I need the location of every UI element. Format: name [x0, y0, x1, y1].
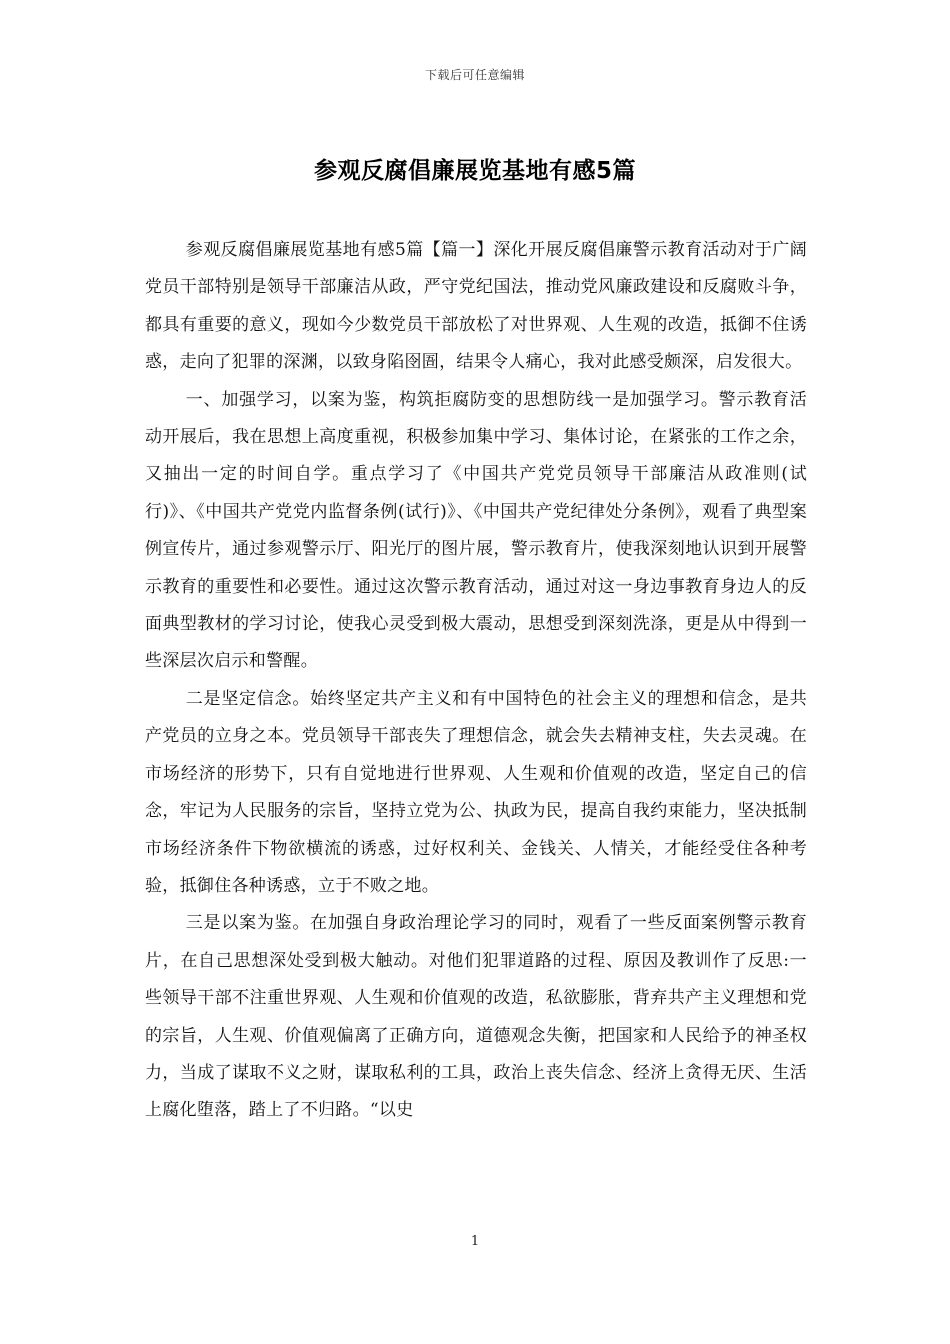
paragraph: 参观反腐倡廉展览基地有感5篇【篇一】深化开展反腐倡廉警示教育活动对于广阔党员干部特别是领导干部廉洁从政，严守党纪国法，推动党风廉政建设和反腐败斗争，都具有重要的意义，现如今少数党员干部放松了对世界观、人生观的改造，抵御不住诱惑，走向了犯罪的深渊，以致身陷囹圄，结果令人痛心，我对此感受颇深，启发很大。 — [145, 240, 807, 373]
page-number: 1 — [470, 1234, 480, 1249]
header-note: 下载后可任意编辑 — [424, 68, 525, 82]
document-body — [145, 232, 807, 1130]
paragraph: 一、加强学习，以案为鉴，构筑拒腐防变的思想防线一是加强学习。警示教育活动开展后，我在思想上高度重视，积极参加集中学习、集体讨论，在紧张的工作之余，又抽出一定的时间自学。重点学习了《中国共产党党员领导干部廉洁从政准则(试行)》、《中国共产党党内监督条例(试行)》、《中国共产党纪律处分条例》，观看了典型案例宣传片，通过参观警示厅、阳光厅的图片展，警示教育片，使我深刻地认识到开展警示教育的重要性和必要性。通过这次警示教育活动，通过对这一身边事教育身边人的反面典型教材的学习讨论，使我心灵受到极大震动，思想受到深刻洗涤，更是从中得到一些深层次启示和警醒。 — [145, 389, 807, 672]
paragraph: 二是坚定信念。始终坚定共产主义和有中国特色的社会主义的理想和信念，是共产党员的立身之本。党员领导干部丧失了理想信念，就会失去精神支柱，失去灵魂。在市场经济的形势下，只有自觉地进行世界观、人生观和价值观的改造，坚定自己的信念，牢记为人民服务的宗旨，坚持立党为公、执政为民，提高自我约束能力，坚决抵制市场经济条件下物欲横流的诱惑，过好权利关、金钱关、人情关，才能经受住各种考验，抵御住各种诱惑，立于不败之地。 — [145, 688, 807, 896]
document-title: 参观反腐倡廉展览基地有感5篇 — [313, 158, 636, 184]
paragraph: 三是以案为鉴。在加强自身政治理论学习的同时，观看了一些反面案例警示教育片，在自己思想深处受到极大触动。对他们犯罪道路的过程、原因及教训作了反思:一些领导干部不注重世界观、人生观和价值观的改造，私欲膨胀，背弃共产主义理想和党的宗旨，人生观、价值观偏离了正确方向，道德观念失衡，把国家和人民给予的神圣权力，当成了谋取不义之财，谋取私利的工具，政治上丧失信念、经济上贪得无厌、生活上腐化堕落，踏上了不归路。“以史 — [145, 913, 807, 1121]
